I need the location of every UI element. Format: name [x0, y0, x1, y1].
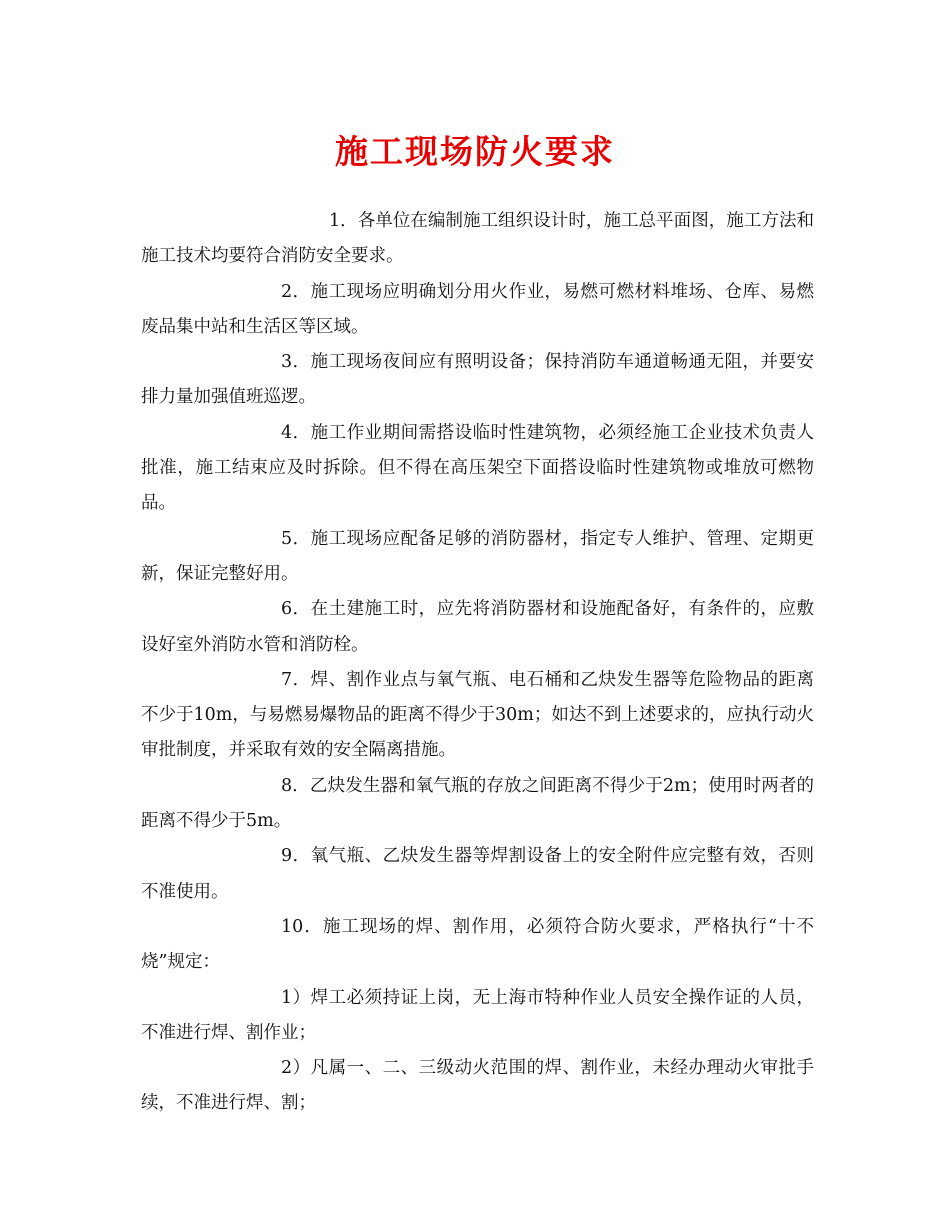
document-title: 施工现场防火要求 [335, 132, 615, 171]
paragraph-1: 1．各单位在编制施工组织设计时，施工总平面图，施工方法和施工技术均要符合消防安全要求。 [141, 211, 814, 267]
paragraph-9: 9．氧气瓶、乙炔发生器等焊割设备上的安全附件应完整有效，否则不准使用。 [141, 846, 814, 902]
paragraph-7: 7．焊、割作业点与氧气瓶、电石桶和乙炔发生器等危险物品的距离不少于10m，与易燃易爆物品的距离不得少于30m；如达不到上述要求的，应执行动火审批制度，并采取有效的安全隔离措施。 [141, 669, 814, 761]
paragraph-6: 6．在土建施工时，应先将消防器材和设施配备好，有条件的，应敷设好室外消防水管和消防栓。 [141, 599, 814, 655]
paragraph-10: 10．施工现场的焊、割作用，必须符合防火要求，严格执行“十不烧”规定： [141, 916, 814, 973]
sub-item-2: 2）凡属一、二、三级动火范围的焊、割作业，未经办理动火审批手续，不准进行焊、割； [141, 1058, 814, 1114]
sub-item-1: 1）焊工必须持证上岗，无上海市特种作业人员安全操作证的人员，不准进行焊、割作业； [141, 987, 814, 1043]
document-body [141, 204, 814, 1122]
paragraph-2: 2．施工现场应明确划分用火作业，易燃可燃材料堆场、仓库、易燃废品集中站和生活区等区域。 [141, 281, 814, 337]
paragraph-5: 5．施工现场应配备足够的消防器材，指定专人维护、管理、定期更新，保证完整好用。 [141, 528, 814, 584]
paragraph-3: 3．施工现场夜间应有照明设备；保持消防车通道畅通无阻，并要安排力量加强值班巡逻。 [141, 352, 814, 408]
paragraph-4: 4．施工作业期间需搭设临时性建筑物，必须经施工企业技术负责人批准，施工结束应及时拆除。但不得在高压架空下面搭设临时性建筑物或堆放可燃物品。 [141, 422, 814, 514]
paragraph-8: 8．乙炔发生器和氧气瓶的存放之间距离不得少于2m；使用时两者的距离不得少于5m。 [141, 775, 814, 832]
